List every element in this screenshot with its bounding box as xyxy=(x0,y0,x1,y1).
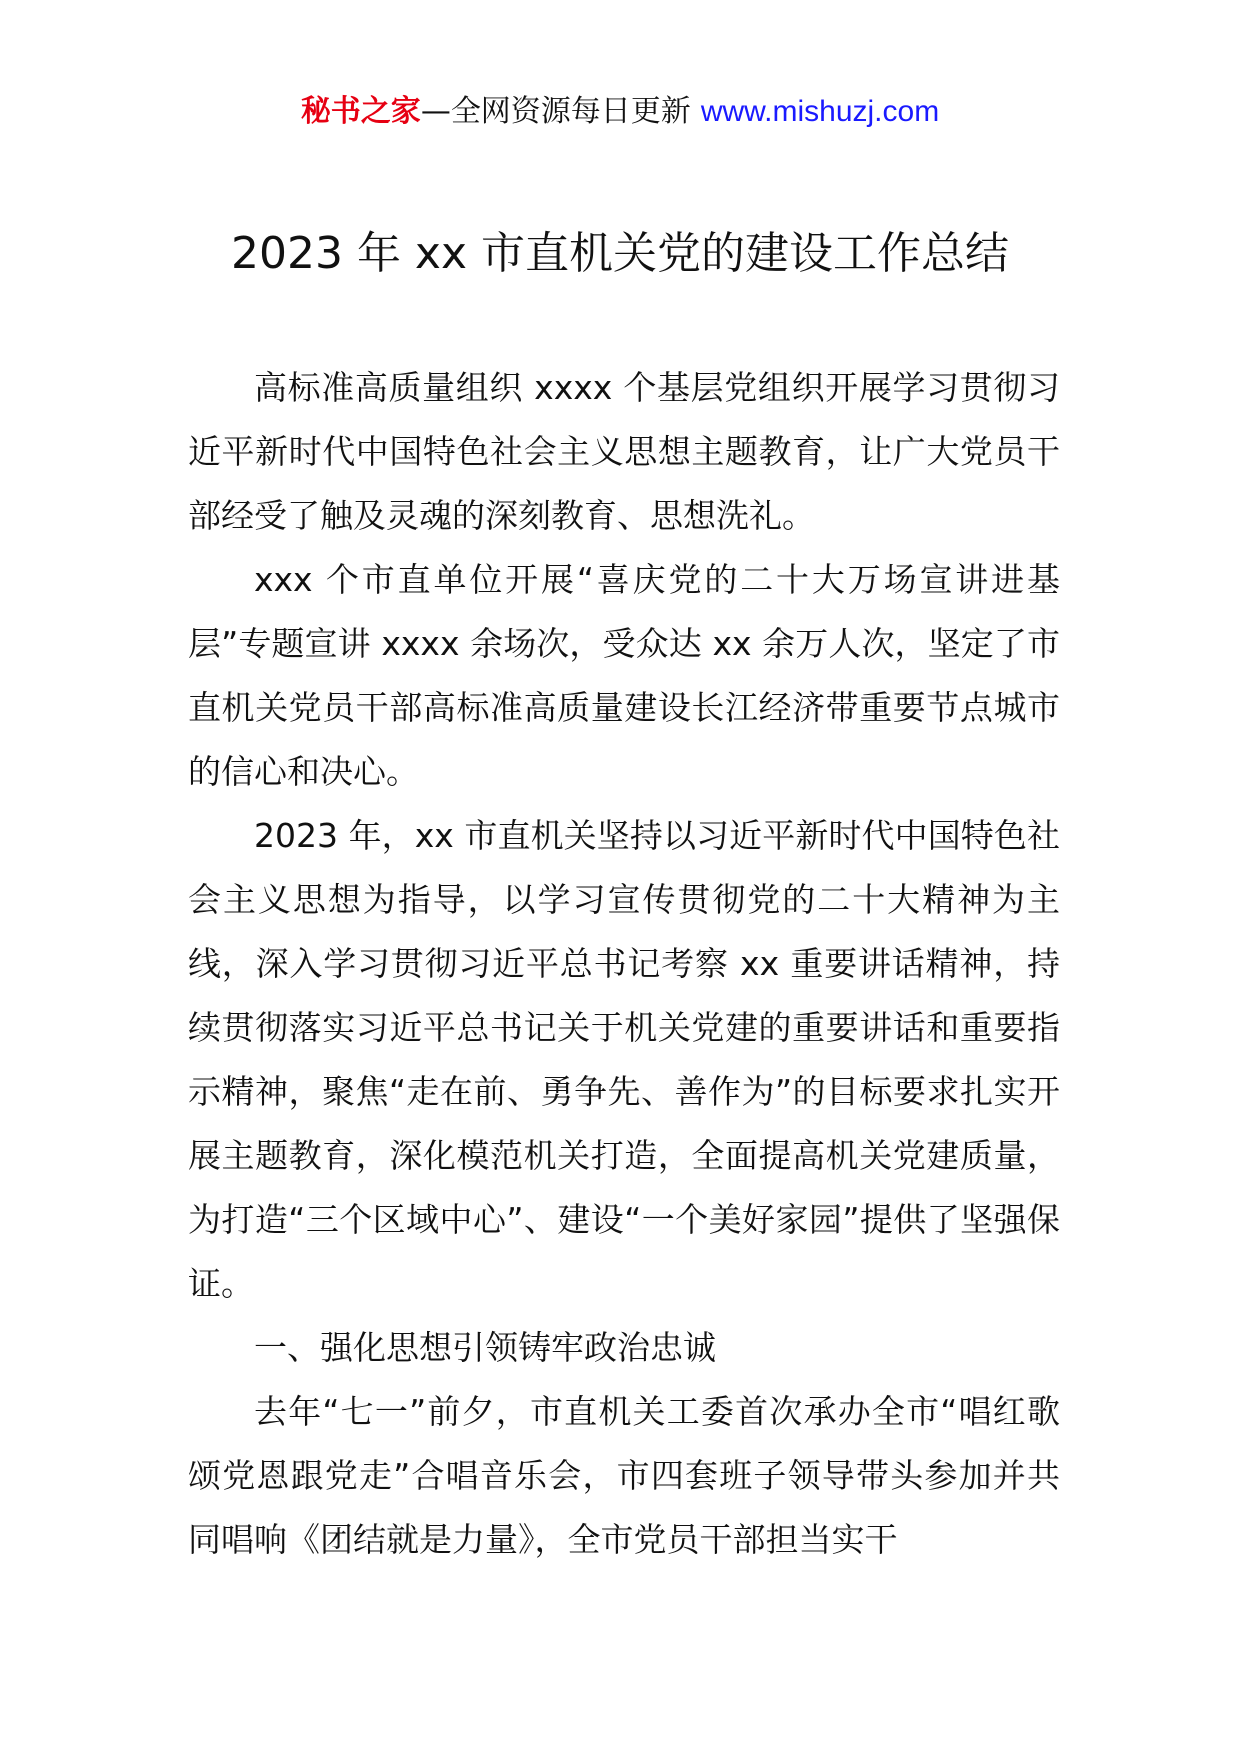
document-body xyxy=(188,356,1060,1572)
paragraph-3: 2023 年，xx 市直机关坚持以习近平新时代中国特色社会主义思想为指导，以学习宣传贯彻党的二十大精神为主线，深入学习贯彻习近平总书记考察 xx 重要讲话精神，持续贯彻落实习近平总书记关于机关党建的重要讲话和重要指示精神，聚焦“走在前、勇争先、善作为”的目标要求扎实开展主题教育，深化模范机关打造，全面提高机关党建质量，为打造“三个区域中心”、建设“一个美好家园”提供了坚强保证。 xyxy=(188,816,1060,1303)
section-heading: 一、强化思想引领铸牢政治忠诚 xyxy=(254,1328,716,1367)
site-brand: 秘书之家 xyxy=(300,94,421,129)
section-paragraph: 去年“七一”前夕，市直机关工委首次承办全市“唱红歌颂党恩跟党走”合唱音乐会，市四套班子领导带头参加并共同唱响《团结就是力量》，全市党员干部担当实干 xyxy=(188,1392,1060,1559)
site-header xyxy=(0,92,1240,132)
site-url-link[interactable]: www.mishuzj.com xyxy=(700,95,940,128)
paragraph-1: 高标准高质量组织 xxxx 个基层党组织开展学习贯彻习近平新时代中国特色社会主义思想主题教育，让广大党员干部经受了触及灵魂的深刻教育、思想洗礼。 xyxy=(188,368,1060,535)
site-tagline: —全网资源每日更新 xyxy=(420,94,691,129)
paragraph-2: xxx 个市直单位开展“喜庆党的二十大万场宣讲进基层”专题宣讲 xxxx 余场次，受众达 xx 余万人次，坚定了市直机关党员干部高标准高质量建设长江经济带重要节点城市的信心和决心。 xyxy=(188,560,1060,791)
document-title: 2023 年 xx 市直机关党的建设工作总结 xyxy=(230,228,1009,279)
